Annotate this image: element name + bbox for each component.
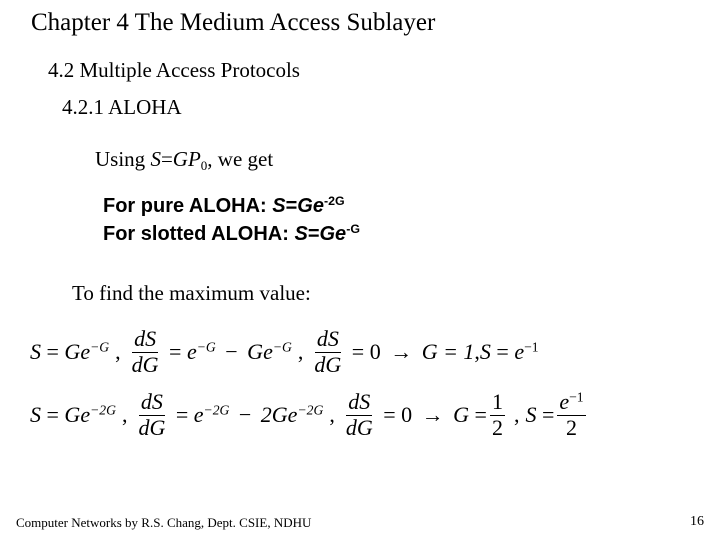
equation-term: $S = Ge^{-G}$ xyxy=(30,339,110,365)
using-line: Using $S=GP_0$, we get xyxy=(95,147,274,173)
equation-comma: , xyxy=(121,402,128,428)
section-title: 4.2 Multiple Access Protocols xyxy=(48,58,300,82)
equation-term: $S = Ge^{-2G}$ xyxy=(30,402,116,428)
equation-term: = $e^{-2G} - 2Ge^{-2G}$ xyxy=(175,402,324,428)
equation-comma: , xyxy=(115,339,121,365)
derivative-fraction: $\frac{dS}{dG}$ xyxy=(131,326,159,377)
fraction-one-half: $\frac{1}{2}$ xyxy=(491,389,503,440)
pure-aloha-formula: For pure ALOHA: $S=Ge^{-2G}$ xyxy=(103,194,345,217)
page-number: 16 xyxy=(690,514,704,529)
derivative-fraction: $\frac{dS}{dG}$ xyxy=(345,389,373,440)
footer-credit: Computer Networks by R.S. Chang, Dept. CSIE, NDHU xyxy=(16,515,312,530)
equation-term: = $e^{-G} - Ge^{-G}$ xyxy=(169,339,292,365)
subsection-title: 4.2.1 ALOHA xyxy=(62,95,182,119)
slotted-aloha-formula: For slotted ALOHA: $S=Ge^{-G}$ xyxy=(103,222,360,245)
equation-term: S = xyxy=(525,402,555,428)
equation-comma: , xyxy=(329,402,335,428)
equation-term: = $0 \to G = 1,S = e^{-1}$ xyxy=(351,339,539,365)
derivative-fraction: $\frac{dS}{dG}$ xyxy=(314,326,342,377)
fraction-e-over-two: $\frac{e^{-1}}{2}$ xyxy=(559,389,584,440)
find-max-text: To find the maximum value: xyxy=(72,281,311,305)
equation-slotted-maximum xyxy=(30,327,539,377)
equation-comma: , xyxy=(513,402,520,428)
derivative-fraction: $\frac{dS}{dG}$ xyxy=(138,389,166,440)
equation-pure-maximum xyxy=(30,390,589,440)
equation-comma: , xyxy=(297,339,304,365)
chapter-title: Chapter 4 The Medium Access Sublayer xyxy=(31,9,436,36)
equation-term: = 0 → G = xyxy=(383,402,487,428)
